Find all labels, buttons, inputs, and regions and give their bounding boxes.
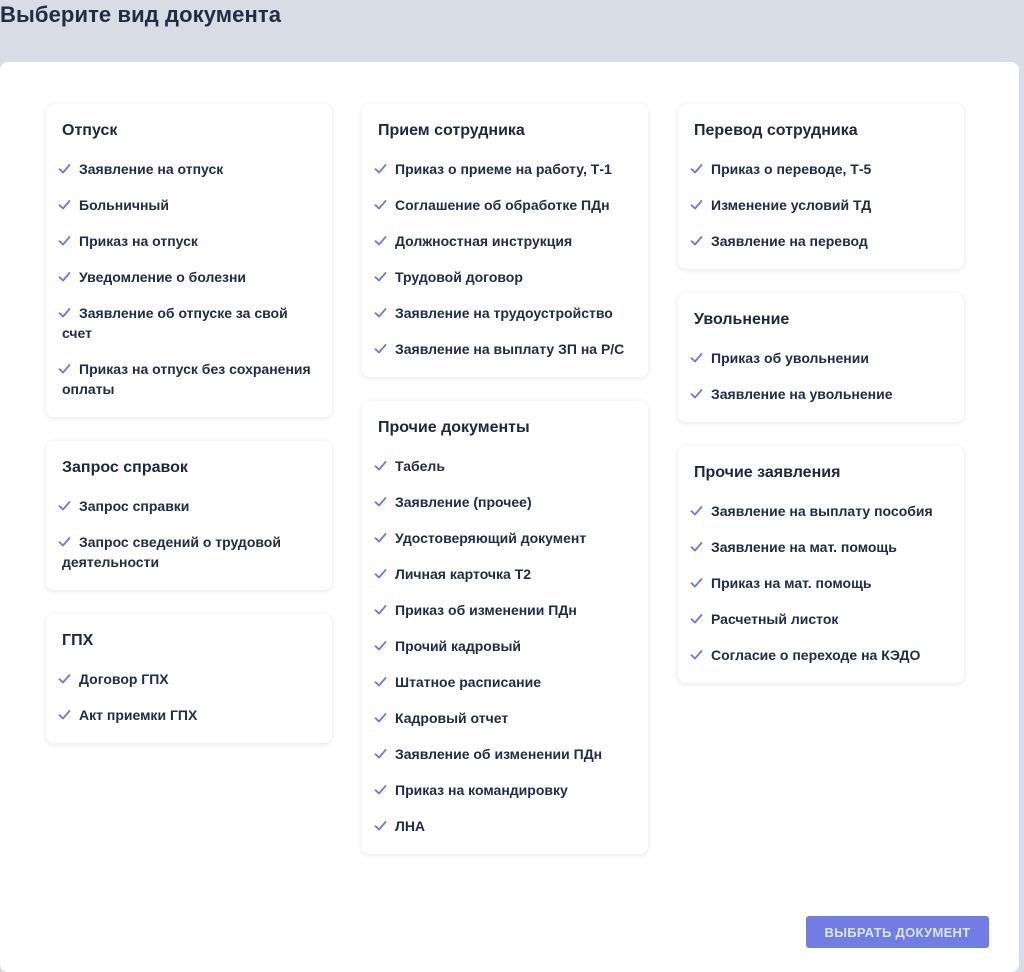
check-icon (374, 748, 387, 760)
document-type-item[interactable] (378, 267, 636, 287)
document-type-item[interactable] (378, 456, 636, 476)
document-type-item[interactable] (694, 537, 952, 557)
document-type-item[interactable] (694, 384, 952, 404)
check-icon (58, 271, 71, 283)
document-group-card (46, 614, 332, 743)
check-icon (690, 505, 703, 517)
document-type-label: Прочий кадровый (395, 638, 521, 654)
document-group-card (678, 293, 964, 422)
document-type-item[interactable] (694, 573, 952, 593)
document-type-label: Приказ на командировку (395, 782, 568, 798)
check-icon (374, 604, 387, 616)
document-group-card (362, 401, 648, 854)
column-1 (46, 104, 332, 767)
document-type-label: Кадровый отчет (395, 710, 509, 726)
document-group-card (678, 104, 964, 269)
document-type-item[interactable] (378, 816, 636, 836)
check-icon (374, 676, 387, 688)
document-type-item[interactable] (378, 636, 636, 656)
document-type-item[interactable] (62, 532, 320, 572)
document-type-label: Согласие о переходе на КЭДО (711, 647, 921, 663)
check-icon (374, 820, 387, 832)
document-type-item[interactable] (378, 195, 636, 215)
group-title: Отпуск (62, 122, 118, 139)
document-type-label: Приказ об увольнении (711, 350, 869, 366)
document-group-card (46, 104, 332, 417)
group-title: Прочие заявления (694, 464, 841, 481)
check-icon (690, 352, 703, 364)
document-type-item[interactable] (694, 609, 952, 629)
group-title: ГПХ (62, 632, 94, 649)
document-type-item[interactable] (694, 645, 952, 665)
check-icon (374, 199, 387, 211)
document-type-item[interactable] (378, 564, 636, 584)
document-type-label: Договор ГПХ (79, 671, 169, 687)
document-type-label: Заявление об отпуске за свой счет (62, 305, 288, 341)
document-type-item[interactable] (694, 501, 952, 521)
document-type-label: Заявление на увольнение (711, 386, 893, 402)
document-type-label: Заявление на выплату ЗП на Р/С (395, 341, 625, 357)
document-type-item[interactable] (62, 195, 320, 215)
check-icon (690, 388, 703, 400)
document-type-label: Больничный (79, 197, 169, 213)
document-type-label: Приказ о переводе, Т-5 (711, 161, 872, 177)
check-icon (374, 640, 387, 652)
check-icon (374, 496, 387, 508)
document-type-label: Заявление на мат. помощь (711, 539, 897, 555)
check-icon (690, 235, 703, 247)
document-type-label: Удостоверяющий документ (395, 530, 587, 546)
check-icon (690, 199, 703, 211)
document-type-item[interactable] (378, 744, 636, 764)
check-icon (374, 532, 387, 544)
check-icon (58, 235, 71, 247)
check-icon (58, 199, 71, 211)
document-type-label: Запрос сведений о трудовой деятельности (62, 534, 281, 570)
document-type-label: Заявление на отпуск (79, 161, 224, 177)
document-type-item[interactable] (694, 231, 952, 251)
document-type-label: ЛНА (395, 818, 426, 834)
document-type-label: Заявление на выплату пособия (711, 503, 933, 519)
check-icon (374, 784, 387, 796)
check-icon (374, 460, 387, 472)
document-type-label: Заявление об изменении ПДн (395, 746, 603, 762)
document-type-item[interactable] (378, 528, 636, 548)
document-type-label: Штатное расписание (395, 674, 542, 690)
check-icon (374, 235, 387, 247)
document-type-label: Табель (395, 458, 445, 474)
document-type-item[interactable] (62, 669, 320, 689)
group-title: Увольнение (694, 311, 790, 328)
document-type-item[interactable] (62, 359, 320, 399)
check-icon (58, 363, 71, 375)
page-title: Выберите вид документа (0, 2, 282, 27)
document-type-item[interactable] (62, 705, 320, 725)
column-3 (678, 104, 964, 707)
check-icon (374, 271, 387, 283)
document-type-item[interactable] (694, 159, 952, 179)
document-type-label: Соглашение об обработке ПДн (395, 197, 610, 213)
document-type-label: Изменение условий ТД (711, 197, 872, 213)
column-2 (362, 104, 648, 878)
document-type-label: Уведомление о болезни (79, 269, 247, 285)
check-icon (690, 541, 703, 553)
document-type-item[interactable] (378, 159, 636, 179)
check-icon (690, 613, 703, 625)
document-type-label: Приказ на отпуск без сохранения оплаты (62, 361, 311, 397)
check-icon (58, 500, 71, 512)
check-icon (374, 163, 387, 175)
check-icon (58, 536, 71, 548)
document-type-item[interactable] (62, 496, 320, 516)
document-type-label: Запрос справки (79, 498, 190, 514)
document-type-item[interactable] (378, 303, 636, 323)
check-icon (374, 343, 387, 355)
document-type-item[interactable] (378, 708, 636, 728)
document-type-item[interactable] (378, 672, 636, 692)
document-type-label: Приказ на отпуск (79, 233, 198, 249)
check-icon (690, 577, 703, 589)
document-type-label: Личная карточка Т2 (395, 566, 532, 582)
document-type-label: Приказ на мат. помощь (711, 575, 872, 591)
document-type-item[interactable] (378, 231, 636, 251)
document-type-item[interactable] (62, 303, 320, 343)
check-icon (374, 307, 387, 319)
document-type-item[interactable] (62, 267, 320, 287)
group-title: Перевод сотрудника (694, 122, 858, 139)
document-type-label: Должностная инструкция (395, 233, 573, 249)
document-type-label: Заявление на перевод (711, 233, 868, 249)
document-type-label: Расчетный листок (711, 611, 839, 627)
document-type-label: Заявление на трудоустройство (395, 305, 613, 321)
check-icon (690, 163, 703, 175)
check-icon (58, 163, 71, 175)
document-group-card (46, 441, 332, 590)
select-document-button[interactable]: ВЫБРАТЬ ДОКУМЕНТ (806, 916, 989, 948)
document-type-label: Акт приемки ГПХ (79, 707, 198, 723)
document-group-card (678, 446, 964, 683)
check-icon (690, 649, 703, 661)
document-type-item[interactable] (378, 492, 636, 512)
check-icon (58, 673, 71, 685)
group-title: Запрос справок (62, 459, 188, 476)
check-icon (58, 709, 71, 721)
document-type-label: Приказ о приеме на работу, Т-1 (395, 161, 612, 177)
check-icon (374, 568, 387, 580)
document-group-card (362, 104, 648, 377)
document-type-label: Приказ об изменении ПДн (395, 602, 577, 618)
document-type-item[interactable] (378, 600, 636, 620)
document-type-label: Трудовой договор (395, 269, 523, 285)
group-title: Прием сотрудника (378, 122, 525, 139)
check-icon (58, 307, 71, 319)
document-types-panel (0, 62, 1019, 972)
group-title: Прочие документы (378, 419, 530, 436)
check-icon (374, 712, 387, 724)
document-type-item[interactable] (694, 348, 952, 368)
document-type-item[interactable] (378, 780, 636, 800)
document-type-label: Заявление (прочее) (395, 494, 532, 510)
document-type-item[interactable] (62, 231, 320, 251)
document-type-item[interactable] (378, 339, 636, 359)
document-type-item[interactable] (62, 159, 320, 179)
document-type-item[interactable] (694, 195, 952, 215)
